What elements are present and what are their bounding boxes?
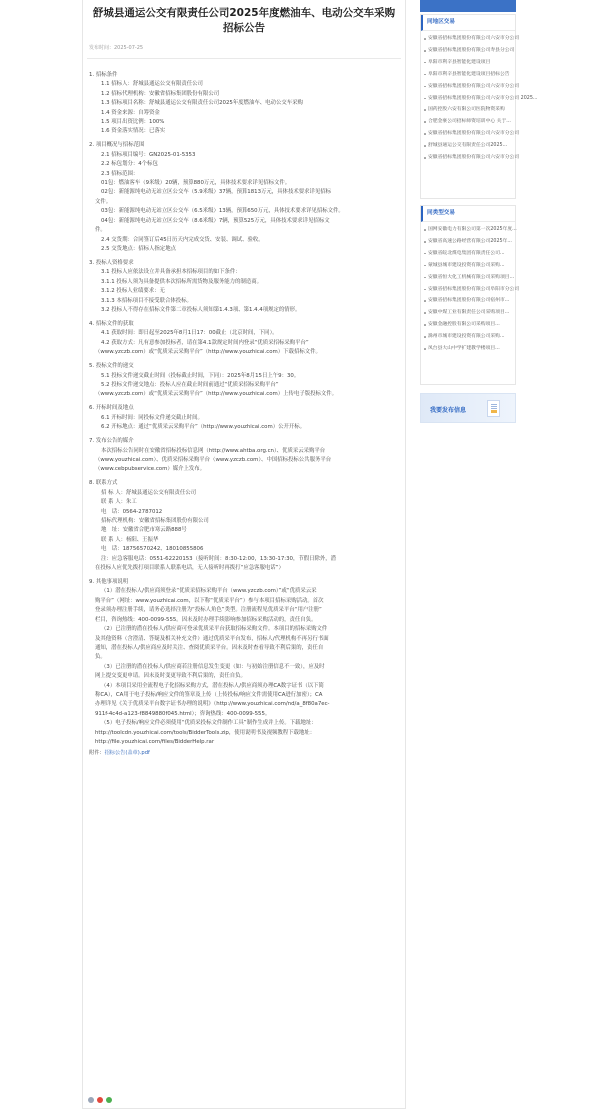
section-line: 联 系 人：朱工 [101,499,137,506]
same-region-item[interactable]: 阜阳市利辛县智能化建设项目招标公告 [421,69,515,81]
attachment-label: 附件： [89,750,105,757]
section-heading: 9. 其他事项说明 [89,579,129,586]
same-region-item[interactable]: 阜阳市利辛县智能化建设项目 [421,57,515,69]
same-region-item[interactable]: 安徽省招标集团股份有限公司六安市分公司 2025... [421,93,515,105]
similar-type-item[interactable]: 安徽省高速公路经营有限公司2025年... [421,236,515,248]
section-line: 2.5 交货地点：招标人指定地点 [101,245,176,252]
similar-type-item[interactable]: 安徽中煤工业有限责任公司采购项目... [421,307,515,319]
section-line: 3.1.1 投标人须为具备提供本次招标所需货物及服务能力的制造商。 [101,278,262,285]
sidebar-top-bar [420,0,516,12]
section-heading: 5. 投标文件的递交 [89,363,134,370]
section-line: http://file.youzhicai.com/files/BidderHelp.rar [95,738,215,745]
article-section [89,141,401,254]
section-line: 1.4 资金来源：自筹资金 [101,109,160,116]
article-section [89,437,401,475]
section-line: 2.1 招标项目编号：GN2025-01-5353 [101,151,196,158]
section-line: （www.cebpubservice.com）媒介上发布。 [95,466,206,473]
section-line: （3）已注册的潜在投标人/供应商若注册信息发生变更（如：与初始注册信息不一致），应及时 [101,663,325,670]
section-line: （2）已注册的潜在投标人/供应商可登录优质采平台获取招标采购文件。本项目的招标采购文件 [101,626,328,633]
section-line: 4.1 获取时间：即日起至2025年8月1日17：00截止（北京时间，下同）。 [101,330,278,337]
section-line: 04包：新能源纯电动无站立区公交车（8.6米级）7辆，预算525万元，具体技术要求详见招标文 [101,217,330,224]
section-line: 注：应急客服电话：0551-62220153（接听时间：8:30-12:00，13:30-17:30，节假日除外，潜 [101,555,337,562]
article-section [89,71,401,137]
publish-info-text: 我要发布信息 [430,407,467,414]
same-region-item[interactable]: 安徽省招标集团股份有限公司六安市分公司 [421,33,515,45]
section-line: 1.1 招标人：舒城县通运公交有限责任公司 [101,81,203,88]
section-line: 02包：新能源纯电动无站立区公交车（5.9米级）37辆，预算1813万元，具体技术要求详见招标 [101,189,332,196]
similar-type-item[interactable]: 安徽金融控股有限公司采购项目... [421,319,515,331]
similar-type-item[interactable]: 安徽省恒大化工机械有限公司采购项目... [421,272,515,284]
section-line: 1.2 招标代理机构：安徽省招标集团股份有限公司 [101,90,220,97]
similar-type-item[interactable]: 国网安徽电力有限公司第一次2025年度... [421,224,515,236]
same-region-item[interactable]: 国药控股六安有限公司医院物资采购 [421,104,515,116]
section-line: 栏目，咨询热线：400-0099-555。因未及时办理手续影响参加招标采购活动的，责任自负。 [95,616,317,623]
section-heading: 8. 联系方式 [89,480,118,487]
article-section [89,259,401,315]
section-line: 6.1 开标时间：同投标文件递交截止时间。 [101,414,203,421]
section-line: （www.yzczb.com）或“优质采云采购平台”（http://www.youzhicai.com）上传电子版投标文件。 [95,391,338,398]
wechat-icon[interactable] [106,1097,112,1103]
section-line: 通知，潜在投标人/供应商应及时关注、查阅优质采平台。因未及时查看导致不利后果的，责任自 [95,644,324,651]
similar-type-item[interactable]: 安徽省招标集团股份有限公司宿州市... [421,295,515,307]
section-line: 件。 [95,227,106,234]
section-line: 03包：新能源纯电动无站立区公交车（6.5米级）13辆，预算650万元，具体技术要求详见招标文件。 [101,208,344,215]
similar-type-item[interactable]: 蒙城县城市建设投资有限公司采购... [421,260,515,272]
same-region-item[interactable]: 舒城县通运公交有限责任公司2025... [421,140,515,152]
share-icon[interactable] [88,1097,94,1103]
section-line: （5）电子投标/响应文件必须使用“优质采投标文件制作工具”制作生成并上传。下载地址： [101,720,317,727]
section-heading: 2. 项目概况与招标范围 [89,142,145,149]
section-heading: 7. 发布公告的媒介 [89,438,134,445]
section-line: （www.youzhicai.com）、优质采招标采购平台（www.yzczb.com）、中国招标投标公共服务平台 [95,457,332,463]
article-section [89,362,401,400]
section-line: 2.2 标包划分：4个标包 [101,161,158,168]
section-heading: 1. 招标条件 [89,72,118,78]
section-line: http://toolcdn.youzhicai.com/tools/BidderTools.zip，使用说明书及视频教程下载地址： [95,729,316,736]
similar-type-item[interactable]: 安徽省招标集团股份有限公司阜阳市分公司 [421,284,515,296]
article-title: 舒城县通运公交有限责任公司2025年度燃油车、电动公交车采购招标公告 [92,7,396,34]
same-region-panel [420,14,538,199]
section-line: 01包：燃油客车（9米级）20辆，预算880万元，具体技术要求详见招标文件。 [101,180,291,187]
section-line: 5.1 投标文件递交截止时间（投标截止时间，下同）：2025年8月15日上午9：30。 [101,372,300,379]
section-line: 3.1.2 投标人业绩要求：无 [101,288,165,295]
section-line: 称CA），CA用于电子投标/响应文件的签章及上传（上传投标/响应文件需使用CA进行加密）；CA [95,691,323,698]
similar-type-title: 同类型交易 [421,206,515,222]
section-line: 5.2 投标文件递交地点：投标人应在截止时间前通过“优质采招标采购平台” [101,381,279,388]
similar-type-list [421,222,520,355]
same-region-item[interactable]: 安徽省招标集团股份有限公司六安市分公司 [421,128,515,140]
section-line: 地 址：安徽省合肥市寒云路888号 [101,527,187,534]
similar-type-item[interactable]: 安徽省皖北煤电集团有限责任公司... [421,248,515,260]
section-line: 2.4 交货期：合同签订后45日历天内完成交货、安装、调试、验收。 [101,236,264,243]
section-line: 购平台”（网址：www.youzhicai.com，以下称“优质采平台”）参与本项目招标采购活动。首次 [95,597,324,604]
section-heading: 4. 招标文件的获取 [89,320,134,327]
section-line: 联 系 人：杨阳、王振华 [101,536,159,543]
article-container [82,0,406,1109]
same-region-list [421,31,538,164]
section-line: 1.3 招标项目名称：舒城县通运公交有限责任公司2025年度燃油车、电动公交车采购 [101,100,303,107]
section-heading: 6. 开标时间及地点 [89,405,134,412]
section-line: 招标代理机构：安徽省招标集团股份有限公司 [101,518,209,525]
section-line: 3.2 投标人不得存在招标文件第二章投标人须知第1.4.3项、第1.4.4项规定的情形。 [101,306,301,313]
section-line: 6.2 开标地点：通过“优质采云采购平台”（http://www.youzhicai.com）公开开标。 [101,424,306,431]
document-icon [487,400,500,417]
section-line: 在投标人应优先拨打项目联系人联系电话，无人接听时再拨打“应急客服电话”） [95,565,284,572]
same-region-item[interactable]: 安徽省招标集团股份有限公司六安市分公司 [421,152,515,164]
article-section [89,578,401,747]
same-region-title: 同地区交易 [421,15,515,31]
section-line: 1.5 项目出资比例：100% [101,119,165,126]
section-line: （4）本项目采用全流程电子化招标采购方式，潜在投标人/供应商须办理CA数字证书（以下简 [101,682,324,689]
section-line: （1）潜在投标人/供应商须登录“优质采招标采购平台（www.yzczb.com）”或“优质采云采 [101,588,317,595]
section-line: 1.6 资金落实情况：已落实 [101,128,166,135]
section-line: 4.2 获取方式：凡有意参加投标者，请在第4.1款规定时间内登录“优质采招标采购平台” [101,339,309,346]
section-line: 及其他资料（含澄清、答疑及相关补充文件）通过优质采平台发布，招标人/代理机构不再另行书面 [95,635,329,642]
share-bar [88,1097,112,1103]
same-region-item[interactable]: 合肥金豪公司招标师资培训中心 关于... [421,116,515,128]
section-line: 登录须办理注册手续，请务必选择注册为“投标人角色”类型。注册流程见优质采平台“用户注册” [95,607,322,614]
similar-type-panel [420,205,520,385]
section-line: 招 标 人：舒城县通运公交有限责任公司 [101,489,197,496]
article-section [89,404,401,432]
publish-date: 发布时间：2025-07-25 [89,45,144,51]
section-line: 办理详见《关于优质采平台数字证书办理的说明》（http://www.youzhicai.com/nd/a_8f80a7ec- [95,701,330,708]
article-section [89,320,401,358]
attachment-row [83,749,405,756]
similar-type-item[interactable]: 凤台县大山中学扩建教学楼项目... [421,343,515,355]
section-line: 电 话：18756570242、18010855806 [101,546,204,553]
article-body [83,59,405,747]
section-heading: 3. 投标人资格要求 [89,259,134,266]
section-line: 网上提交变更申请。因未及时变更导致不利后果的，责任自负。 [95,673,246,680]
section-line: 文件。 [95,198,112,205]
same-region-item[interactable]: 安徽省招标集团股份有限公司六安市分公司 [421,81,515,93]
article-section [89,479,401,573]
section-line: 3.1 投标人应依法设立并具备承担本招标项目的如下条件： [101,269,241,276]
section-line: 负。 [95,654,106,661]
publish-info-banner[interactable] [420,393,516,423]
weibo-icon[interactable] [97,1097,103,1103]
section-line: 电 话：0564-2787012 [101,508,163,515]
section-line: 2.3 招标范围： [101,170,139,177]
section-line: 本次招标公告同时在安徽省招标投标信息网（http://www.ahtba.org.cn）、优质采云采购平台 [101,447,326,454]
section-line: 911f-4c4d-a123-f8849880f045.html）；咨询热线：400-0099-555。 [95,710,271,717]
same-region-item[interactable]: 安徽省招标集团股份有限公司寿县分公司 [421,45,515,57]
section-line: （www.yzczb.com）或“优质采云采购平台”（http://www.youzhicai.com）下载招标文件。 [95,349,321,356]
attachment-link[interactable]: 招标公告(盖章).pdf [104,750,150,757]
section-line: 3.1.3 本招标项目不接受联合体投标。 [101,297,192,304]
similar-type-item[interactable]: 滁州市城市建设投资有限公司采购... [421,331,515,343]
